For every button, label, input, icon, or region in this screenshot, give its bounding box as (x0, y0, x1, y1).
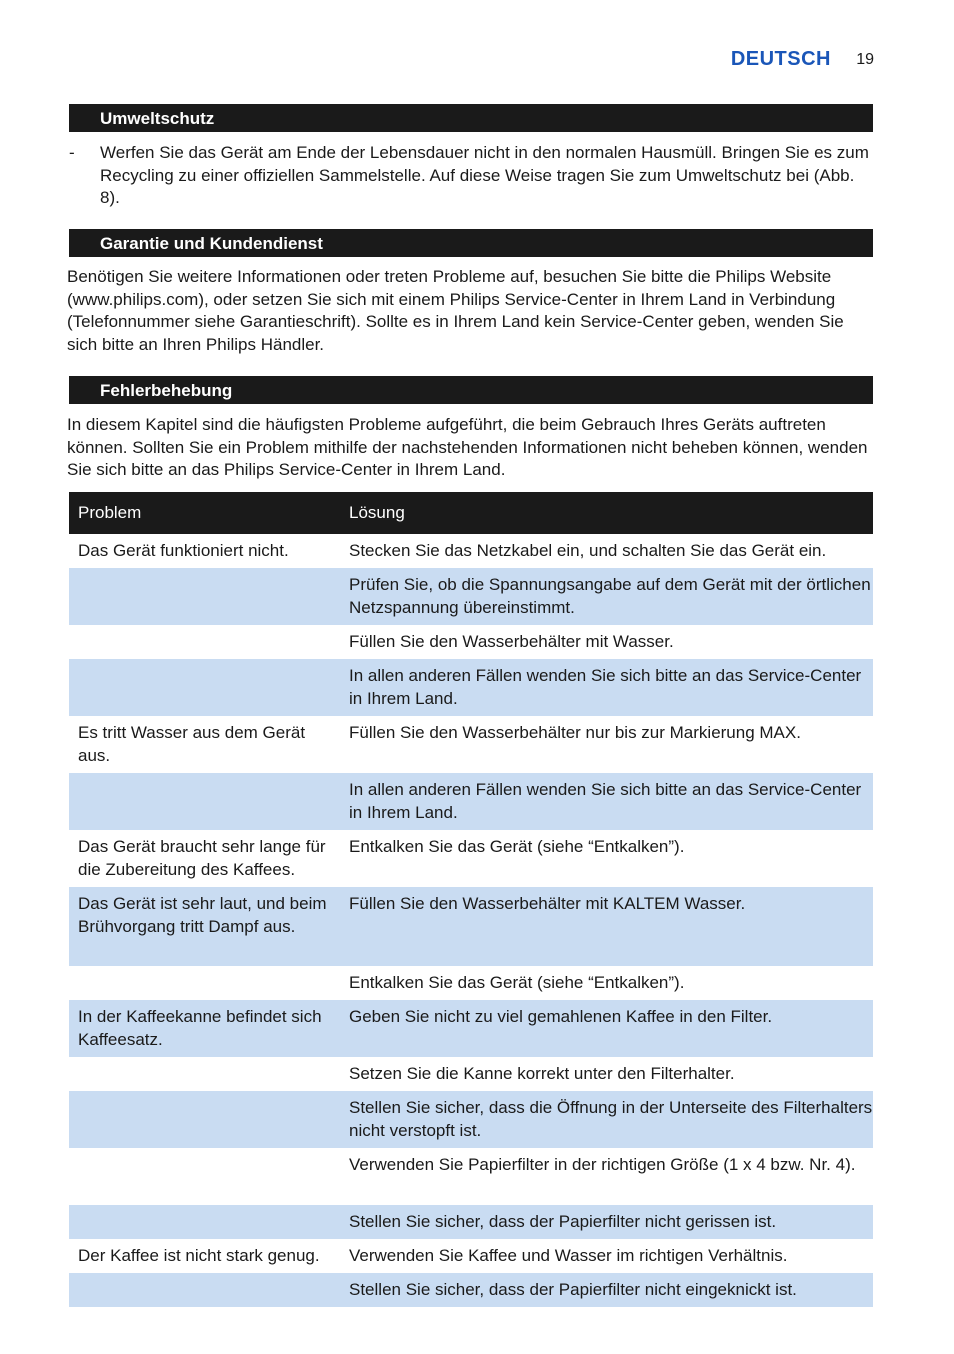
solution-cell: In allen anderen Fällen wenden Sie sich bitte an das Service-Center in Ihrem Land. (340, 773, 873, 830)
solution-cell: Setzen Sie die Kanne korrekt unter den Filterhalter. (349, 1064, 735, 1083)
solution-cell: Geben Sie nicht zu viel gemahlenen Kaffee in den Filter. (340, 1000, 873, 1057)
section-heading-environment: Umweltschutz (69, 104, 873, 132)
table-header-row (69, 492, 873, 534)
language-label: DEUTSCH (730, 48, 831, 70)
column-header-solution: Lösung (340, 492, 873, 534)
problem-cell (69, 1205, 340, 1239)
solution-cell: Stecken Sie das Netzkabel ein, und schalten Sie das Gerät ein. (349, 541, 827, 560)
guarantee-text-after: ), oder setzen Sie sich mit einem Philips Service-Center in Ihrem Land in Verbindung (Telefonnummer siehe Garantieschrift). Sollte es in Ihrem Land kein Service-Center geben, wenden Sie sich bitte an Ihren Philips Händler. (67, 289, 844, 354)
solution-cell: Stellen Sie sicher, dass der Papierfilter nicht eingeknickt ist. (340, 1273, 873, 1307)
environment-bullet (69, 142, 873, 210)
philips-website-link[interactable]: www.philips.com (72, 289, 199, 309)
solution-cell: Verwenden Sie Kaffee und Wasser im richtigen Verhältnis. (349, 1246, 788, 1265)
page-number: 19 (856, 51, 874, 68)
table-row (69, 966, 873, 1000)
table-row (69, 1000, 873, 1057)
table-row (69, 1273, 873, 1307)
table-row (69, 1057, 873, 1091)
solution-cell: Füllen Sie den Wasserbehälter mit Wasser. (349, 632, 674, 651)
table-row (69, 1148, 873, 1205)
problem-cell: Das Gerät ist sehr laut, und beim Brühvorgang tritt Dampf aus. (69, 887, 340, 966)
table-row (69, 625, 873, 659)
solution-cell: Prüfen Sie, ob die Spannungsangabe auf dem Gerät mit der örtlichen Netzspannung übereinstimmt. (340, 568, 873, 625)
problem-cell: In der Kaffeekanne befindet sich Kaffeesatz. (69, 1000, 340, 1057)
section-heading-guarantee: Garantie und Kundendienst (69, 229, 873, 257)
solution-cell: Füllen Sie den Wasserbehälter nur bis zur Markierung MAX. (349, 723, 801, 742)
troubleshooting-table (69, 492, 873, 1307)
problem-cell (69, 966, 340, 1000)
solution-cell: Entkalken Sie das Gerät (siehe “Entkalken”). (349, 837, 685, 856)
page-header (0, 46, 954, 76)
solution-cell: Stellen Sie sicher, dass der Papierfilter nicht gerissen ist. (340, 1205, 873, 1239)
problem-cell (69, 1091, 340, 1148)
solution-cell: Entkalken Sie das Gerät (siehe “Entkalken”). (349, 973, 685, 992)
problem-cell (69, 773, 340, 830)
table-row (69, 830, 873, 887)
problem-cell: Der Kaffee ist nicht stark genug. (78, 1246, 320, 1265)
table-row (69, 1091, 873, 1148)
problem-cell (69, 1057, 340, 1091)
solution-cell: In allen anderen Fällen wenden Sie sich bitte an das Service-Center in Ihrem Land. (340, 659, 873, 716)
troubleshooting-intro: In diesem Kapitel sind die häufigsten Probleme aufgeführt, die beim Gebrauch Ihres Geräts auftreten können. Sollten Sie ein Problem mithilfe der nachstehenden Informationen nicht beheben können, wenden Sie sich bitte an das Philips Service-Center in Ihrem Land. (67, 415, 868, 479)
guarantee-paragraph (67, 266, 873, 356)
section-heading-troubleshooting: Fehlerbehebung (69, 376, 873, 404)
problem-cell (69, 1273, 340, 1307)
table-row (69, 659, 873, 716)
solution-cell: Stellen Sie sicher, dass die Öffnung in der Unterseite des Filterhalters nicht verstopft ist. (340, 1091, 873, 1148)
problem-cell: Das Gerät funktioniert nicht. (78, 541, 289, 560)
table-row (69, 773, 873, 830)
environment-text: Werfen Sie das Gerät am Ende der Lebensdauer nicht in den normalen Hausmüll. Bringen Sie es zum Recycling zu einer offiziellen Sammelstelle. Auf diese Weise tragen Sie zum Umweltschutz bei (Abb. 8). (100, 143, 869, 207)
problem-cell (69, 1148, 340, 1205)
column-header-problem: Problem (69, 492, 340, 534)
table-row (69, 1239, 873, 1273)
problem-cell (69, 625, 340, 659)
table-row (69, 716, 873, 773)
problem-cell: Das Gerät braucht sehr lange für die Zubereitung des Kaffees. (78, 837, 326, 879)
problem-cell (69, 659, 340, 716)
table-row (69, 1205, 873, 1239)
table-row (69, 887, 873, 966)
bullet-dash: - (69, 143, 75, 162)
table-row (69, 568, 873, 625)
problem-cell (69, 568, 340, 625)
guarantee-text-before: Benötigen Sie weitere Informationen oder treten Probleme auf, besuchen Sie bitte die Philips Website ( (67, 267, 832, 309)
table-row (69, 534, 873, 568)
solution-cell: Füllen Sie den Wasserbehälter mit KALTEM Wasser. (340, 887, 873, 966)
problem-cell: Es tritt Wasser aus dem Gerät aus. (78, 723, 306, 765)
solution-cell: Verwenden Sie Papierfilter in der richtigen Größe (1 x 4 bzw. Nr. 4). (349, 1155, 856, 1174)
